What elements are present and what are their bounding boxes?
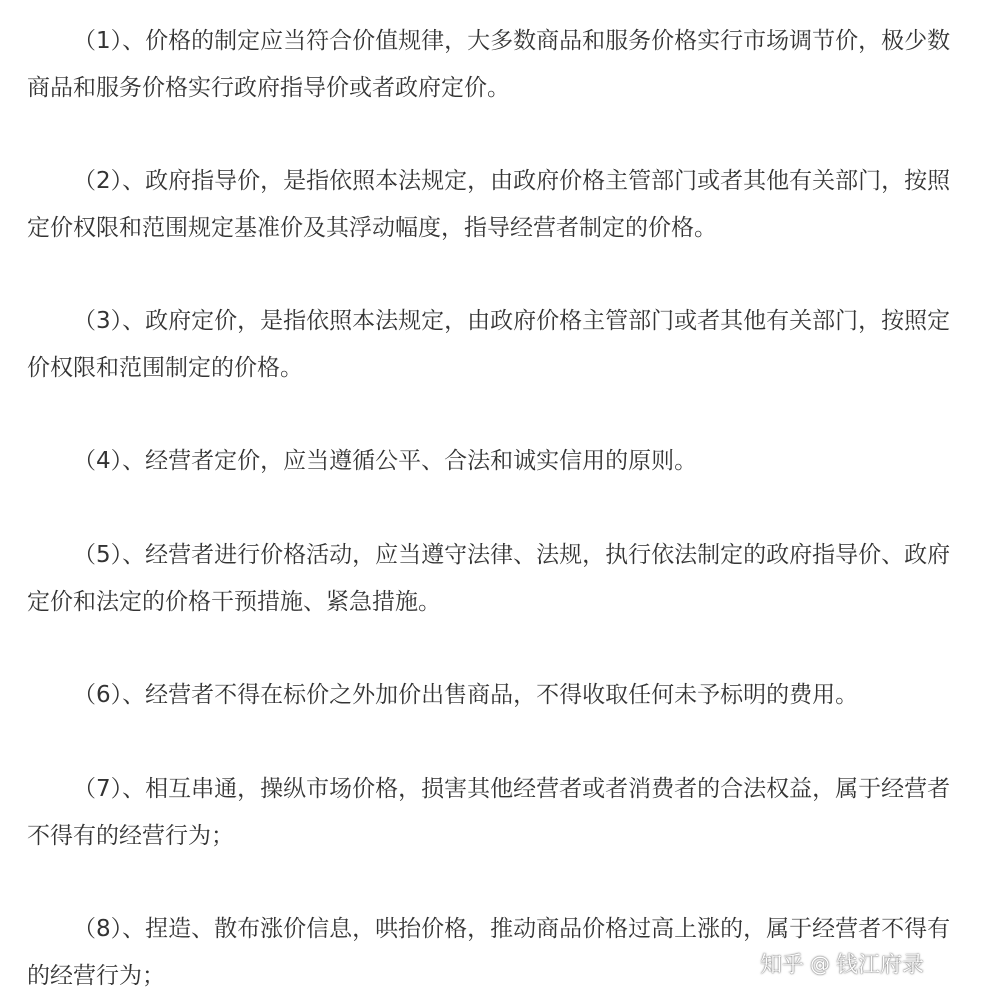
paragraph-2: （2）、政府指导价，是指依照本法规定，由政府价格主管部门或者其他有关部门，按照定价权限和范围规定基准价及其浮动幅度，指导经营者制定的价格。 <box>27 168 951 241</box>
paragraph-5: （5）、经营者进行价格活动，应当遵守法律、法规，执行依法制定的政府指导价、政府定价和法定的价格干预措施、紧急措施。 <box>27 542 951 615</box>
paragraph-6: （6）、经营者不得在标价之外加价出售商品，不得收取任何未予标明的费用。 <box>73 682 859 708</box>
paragraph-4: （4）、经营者定价，应当遵循公平、合法和诚实信用的原则。 <box>73 448 698 474</box>
watermark-at: @ <box>810 951 831 976</box>
watermark-platform: 知乎 <box>760 953 805 978</box>
watermark-author: 钱江府录 <box>836 953 925 978</box>
paragraph-3: （3）、政府定价，是指依照本法规定，由政府价格主管部门或者其他有关部门，按照定价权限和范围制定的价格。 <box>27 308 951 381</box>
zhihu-watermark <box>760 948 924 979</box>
paragraph-7: （7）、相互串通，操纵市场价格，损害其他经营者或者消费者的合法权益，属于经营者不得有的经营行为； <box>27 776 951 849</box>
paragraph-8: （8）、捏造、散布涨价信息，哄抬价格，推动商品价格过高上涨的，属于经营者不得有的经营行为； <box>27 916 951 989</box>
paragraph-1: （1）、价格的制定应当符合价值规律，大多数商品和服务价格实行市场调节价，极少数商品和服务价格实行政府指导价或者政府定价。 <box>27 28 951 101</box>
